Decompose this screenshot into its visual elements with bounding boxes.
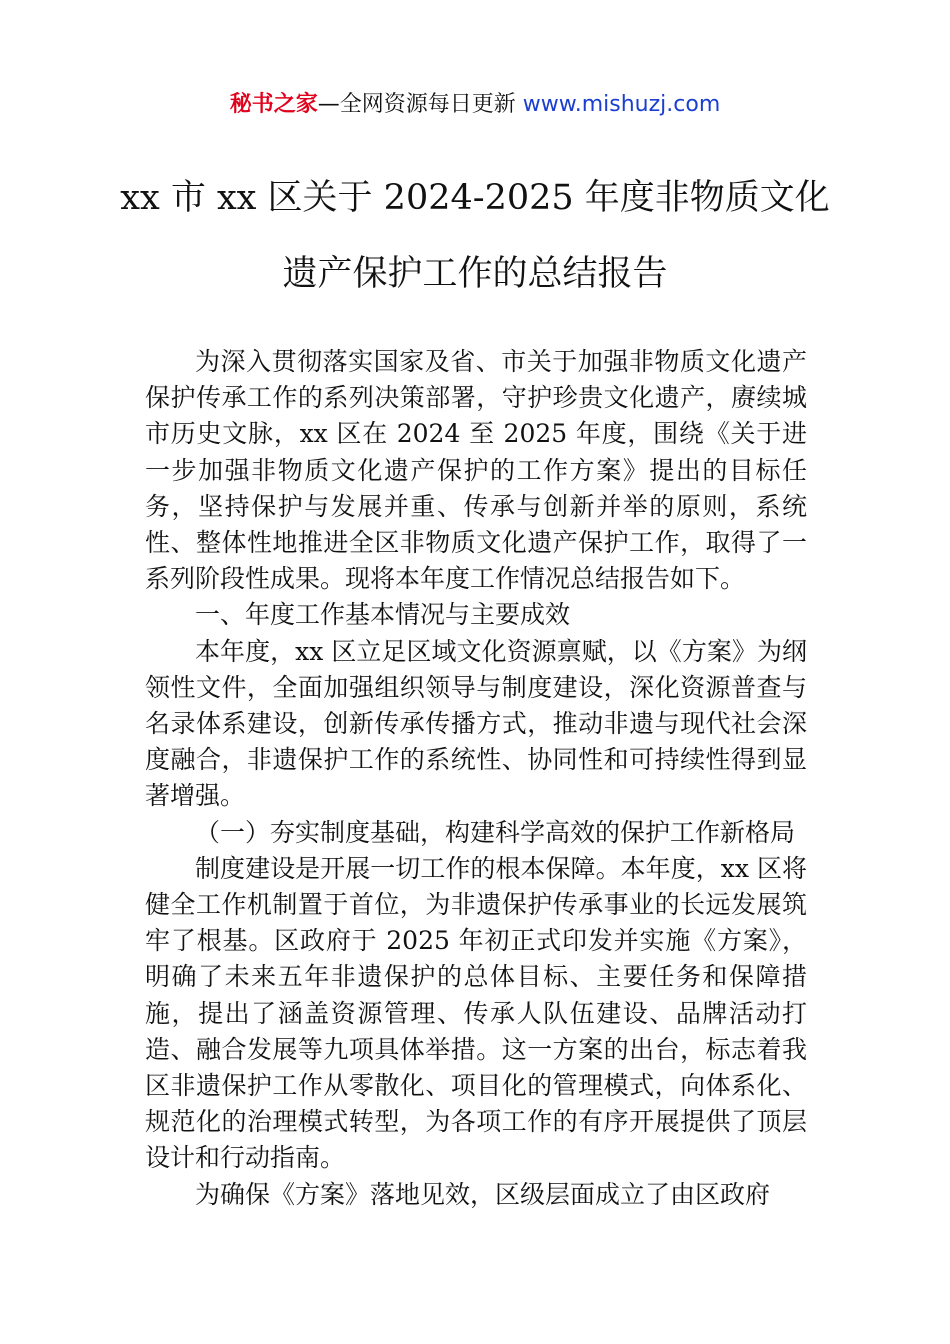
subsection-heading-1: （一）夯实制度基础，构建科学高效的保护工作新格局 <box>195 817 796 847</box>
intro-paragraph: 为深入贯彻落实国家及省、市关于加强非物质文化遗产保护传承工作的系列决策部署，守护珍贵文化遗产，赓续城市历史文脉，xx 区在 2024 至 2025 年度，围绕《关于进一步加强非物质文化遗产保护的工作方案》提出的目标任务，坚持保护与发展并重、传承与创新并举的原则，系统性、整体性地推进全区非物质文化遗产保护工作，取得了一系列阶段性成果。现将本年度工作情况总结报告如下。 <box>145 347 807 594</box>
subsection-1-paragraph-2: 为确保《方案》落地见效，区级层面成立了由区政府 <box>195 1179 771 1209</box>
subsection-1-paragraph-1: 制度建设是开展一切工作的根本保障。本年度，xx 区将健全工作机制置于首位，为非遗保护传承事业的长远发展筑牢了根基。区政府于 2025 年初正式印发并实施《方案》，明确了未来五年非遗保护的总体目标、主要任务和保障措施，提出了涵盖资源管理、传承人队伍建设、品牌活动打造、融合发展等九项具体举措。这一方案的出台，标志着我区非遗保护工作从零散化、项目化的管理模式，向体系化、规范化的治理模式转型，为各项工作的有序开展提供了顶层设计和行动指南。 <box>145 853 807 1173</box>
title-line-1: xx 市 xx 区关于 2024-2025 年度非物质文化 <box>120 178 830 218</box>
site-header <box>0 88 950 122</box>
document-title <box>60 160 890 312</box>
site-url-link[interactable]: www.mishuzj.com <box>522 92 721 117</box>
document-body <box>145 344 807 1213</box>
site-tagline: —全网资源每日更新 <box>317 92 523 117</box>
site-brand: 秘书之家 <box>229 92 318 117</box>
title-line-2: 遗产保护工作的总结报告 <box>282 254 668 294</box>
section-heading-1: 一、年度工作基本情况与主要成效 <box>195 600 571 630</box>
section-1-paragraph: 本年度，xx 区立足区域文化资源禀赋，以《方案》为纲领性文件，全面加强组织领导与制度建设，深化资源普查与名录体系建设，创新传承传播方式，推动非遗与现代社会深度融合，非遗保护工作的系统性、协同性和可持续性得到显著增强。 <box>145 636 807 811</box>
